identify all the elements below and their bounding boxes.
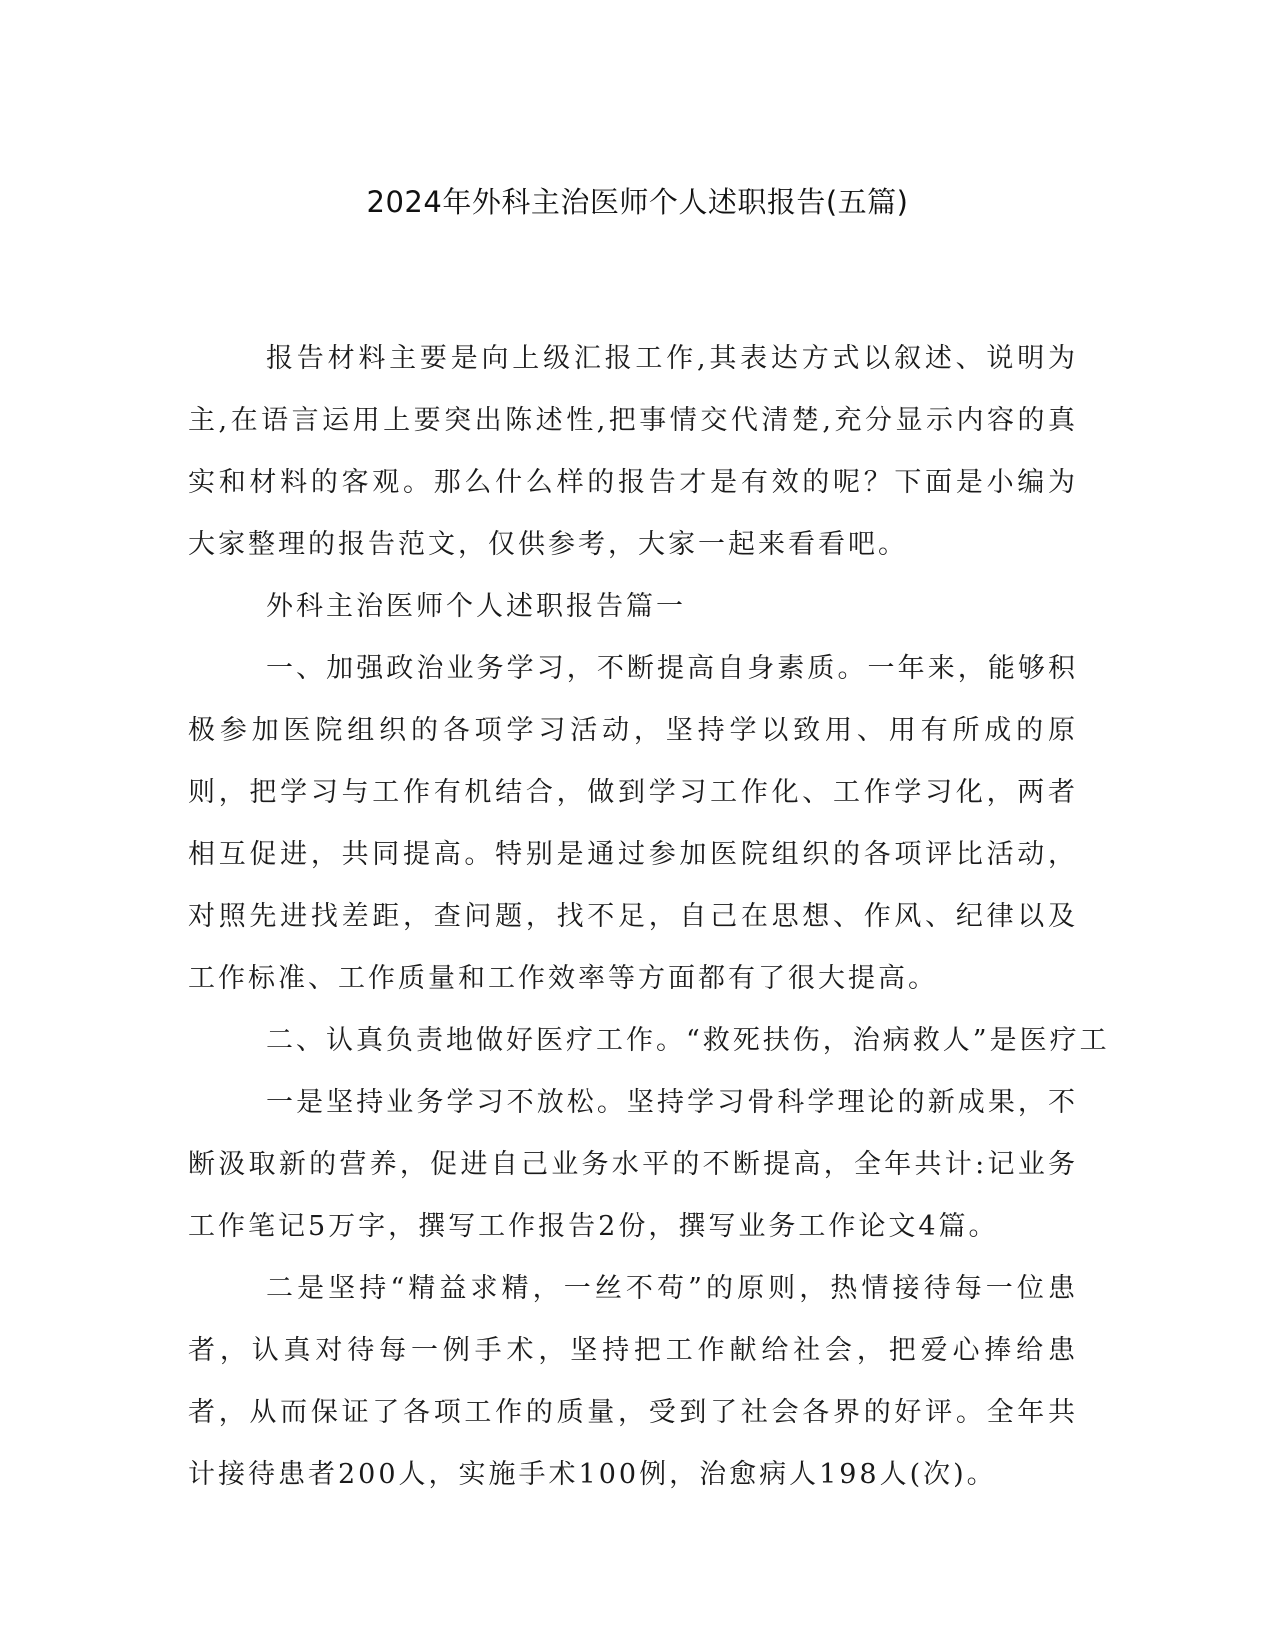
section-heading: 外科主治医师个人述职报告篇一 <box>266 591 686 622</box>
document-body <box>188 328 1110 1506</box>
paragraph-medical-work: 二、认真负责地做好医疗工作。“救死扶伤，治病救人”是医疗工 <box>266 1025 1110 1056</box>
document-title: 2024年外科主治医师个人述职报告(五篇) <box>366 185 909 219</box>
paragraph-point-one: 一是坚持业务学习不放松。坚持学习骨科学理论的新成果，不断汲取新的营养，促进自己业务水平的不断提高，全年共计:记业务工作笔记5万字，撰写工作报告2份，撰写业务工作论文4篇。 <box>188 1087 1078 1242</box>
paragraph-point-two: 二是坚持“精益求精，一丝不苟”的原则，热情接待每一位患者，认真对待每一例手术，坚持把工作献给社会，把爱心捧给患者，从而保证了各项工作的质量，受到了社会各界的好评。全年共计接待患者200人，实施手术100例，治愈病人198人(次)。 <box>188 1273 1078 1490</box>
paragraph-study: 一、加强政治业务学习，不断提高自身素质。一年来，能够积极参加医院组织的各项学习活动，坚持学以致用、用有所成的原则，把学习与工作有机结合，做到学习工作化、工作学习化，两者相互促进，共同提高。特别是通过参加医院组织的各项评比活动，对照先进找差距，查问题，找不足，自己在思想、作风、纪律以及工作标准、工作质量和工作效率等方面都有了很大提高。 <box>188 653 1078 994</box>
intro-paragraph: 报告材料主要是向上级汇报工作,其表达方式以叙述、说明为主,在语言运用上要突出陈述性,把事情交代清楚,充分显示内容的真实和材料的客观。那么什么样的报告才是有效的呢？下面是小编为大家整理的报告范文，仅供参考，大家一起来看看吧。 <box>188 343 1078 560</box>
